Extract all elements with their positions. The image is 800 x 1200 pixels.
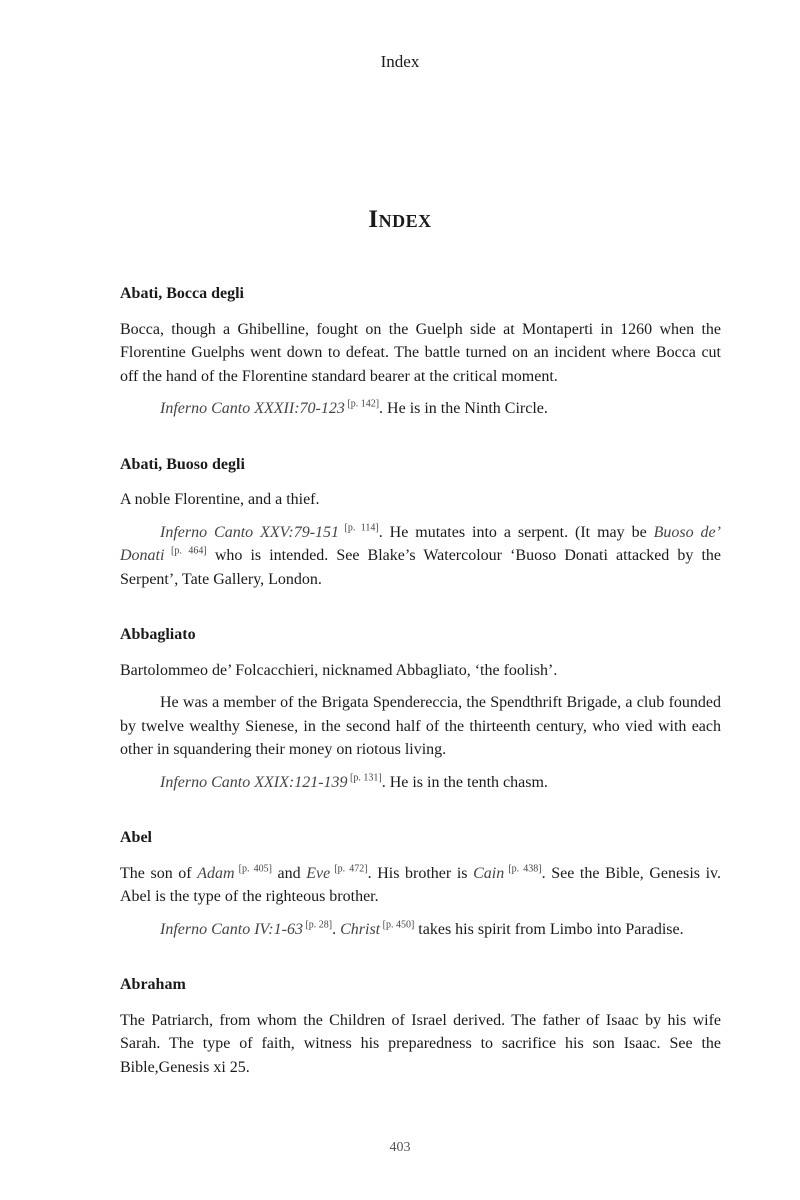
page-reference: [p. 131] xyxy=(347,772,382,784)
entry-text: He was a member of the Brigata Spendereccia, the Spendthrift Brigade, a club founded by twelve wealthy Sienese, in the second half of the thirteenth century, who vied with each other in squandering their money on riotous living. xyxy=(120,694,721,758)
cross-reference: Inferno Canto IV:1-63 xyxy=(160,920,303,938)
entry-paragraph xyxy=(120,771,721,795)
page-reference: [p. 438] xyxy=(504,863,542,875)
entry-text: . He is in the Ninth Circle. xyxy=(379,400,548,417)
entry-text: . He mutates into a serpent. (It may be xyxy=(378,523,654,541)
index-entry xyxy=(120,623,721,794)
cross-reference: Eve xyxy=(306,864,331,882)
entry-paragraph xyxy=(120,1009,721,1080)
entry-paragraph xyxy=(120,488,721,512)
entry-paragraph xyxy=(120,918,721,942)
entry-paragraph xyxy=(120,521,721,592)
page-reference: [p. 142] xyxy=(344,398,380,410)
index-entry xyxy=(120,973,721,1079)
entry-text: Bocca, though a Ghibelline, fought on the Guelph side at Montaperti in 1260 when the Florentine Guelphs went down to defeat. The battle turned on an incident where Bocca cut off the hand of the Florentine standard bearer at the critical moment. xyxy=(120,320,721,385)
page-reference: [p. 450] xyxy=(380,919,415,931)
entry-paragraph xyxy=(120,397,721,421)
cross-reference: Inferno Canto XXIX:121-139 xyxy=(160,773,348,791)
entry-paragraph xyxy=(120,318,721,389)
entry-text: takes his spirit from Limbo into Paradise. xyxy=(414,920,684,938)
entry-heading: Abel xyxy=(120,829,152,846)
entry-text: . His brother is xyxy=(367,864,474,882)
entry-text: who is intended. See Blake’s Watercolour ‘Buoso Donati attacked by the Serpent’, Tate Gallery, London. xyxy=(120,547,721,588)
entry-text: The son of xyxy=(120,864,198,882)
cross-reference: Cain xyxy=(473,864,505,882)
entry-text: and xyxy=(271,864,307,882)
cross-reference: Christ xyxy=(340,920,381,938)
entry-text: . xyxy=(332,920,341,938)
cross-reference: Inferno Canto XXV:79-151 xyxy=(160,523,340,541)
running-head: Index xyxy=(380,52,420,71)
page-number: 403 xyxy=(389,1140,411,1155)
entry-text: . See the Bible, Genesis iv. Abel is the type of the righteous brother. xyxy=(120,864,722,905)
entry-text: A noble Florentine, and a thief. xyxy=(120,491,320,508)
cross-reference: Buoso de’ Donati xyxy=(120,523,721,564)
page-reference: [p. 28] xyxy=(302,919,333,931)
page-reference: [p. 472] xyxy=(330,863,368,875)
entry-heading: Abati, Buoso degli xyxy=(120,455,245,473)
entry-text: Bartolommeo de’ Folcacchieri, nicknamed Abbagliato, ‘the foolish’. xyxy=(120,661,558,679)
page-reference: [p. 464] xyxy=(164,545,207,557)
entry-heading: Abraham xyxy=(120,976,186,993)
index-entry xyxy=(120,453,721,592)
cross-reference: Adam xyxy=(197,864,235,882)
index-entry xyxy=(120,282,721,421)
page-reference: [p. 405] xyxy=(234,863,272,875)
page-title: Index xyxy=(368,206,432,233)
cross-reference: Inferno Canto XXXII:70-123 xyxy=(160,400,345,417)
index-entry xyxy=(120,826,721,941)
entry-paragraph xyxy=(120,862,721,909)
index-entries xyxy=(120,282,721,1111)
entry-paragraph xyxy=(120,659,721,683)
entry-text: . He is in the tenth chasm. xyxy=(381,773,548,791)
entry-heading: Abbagliato xyxy=(120,626,196,643)
entry-heading: Abati, Bocca degli xyxy=(120,285,244,302)
entry-text: The Patriarch, from whom the Children of Israel derived. The father of Isaac by his wife Sarah. The type of faith, witness his preparedness to sacrifice his son Isaac. See the Bible,Genesis xi 25. xyxy=(120,1011,721,1076)
entry-paragraph xyxy=(120,691,721,762)
page-reference: [p. 114] xyxy=(339,522,379,534)
